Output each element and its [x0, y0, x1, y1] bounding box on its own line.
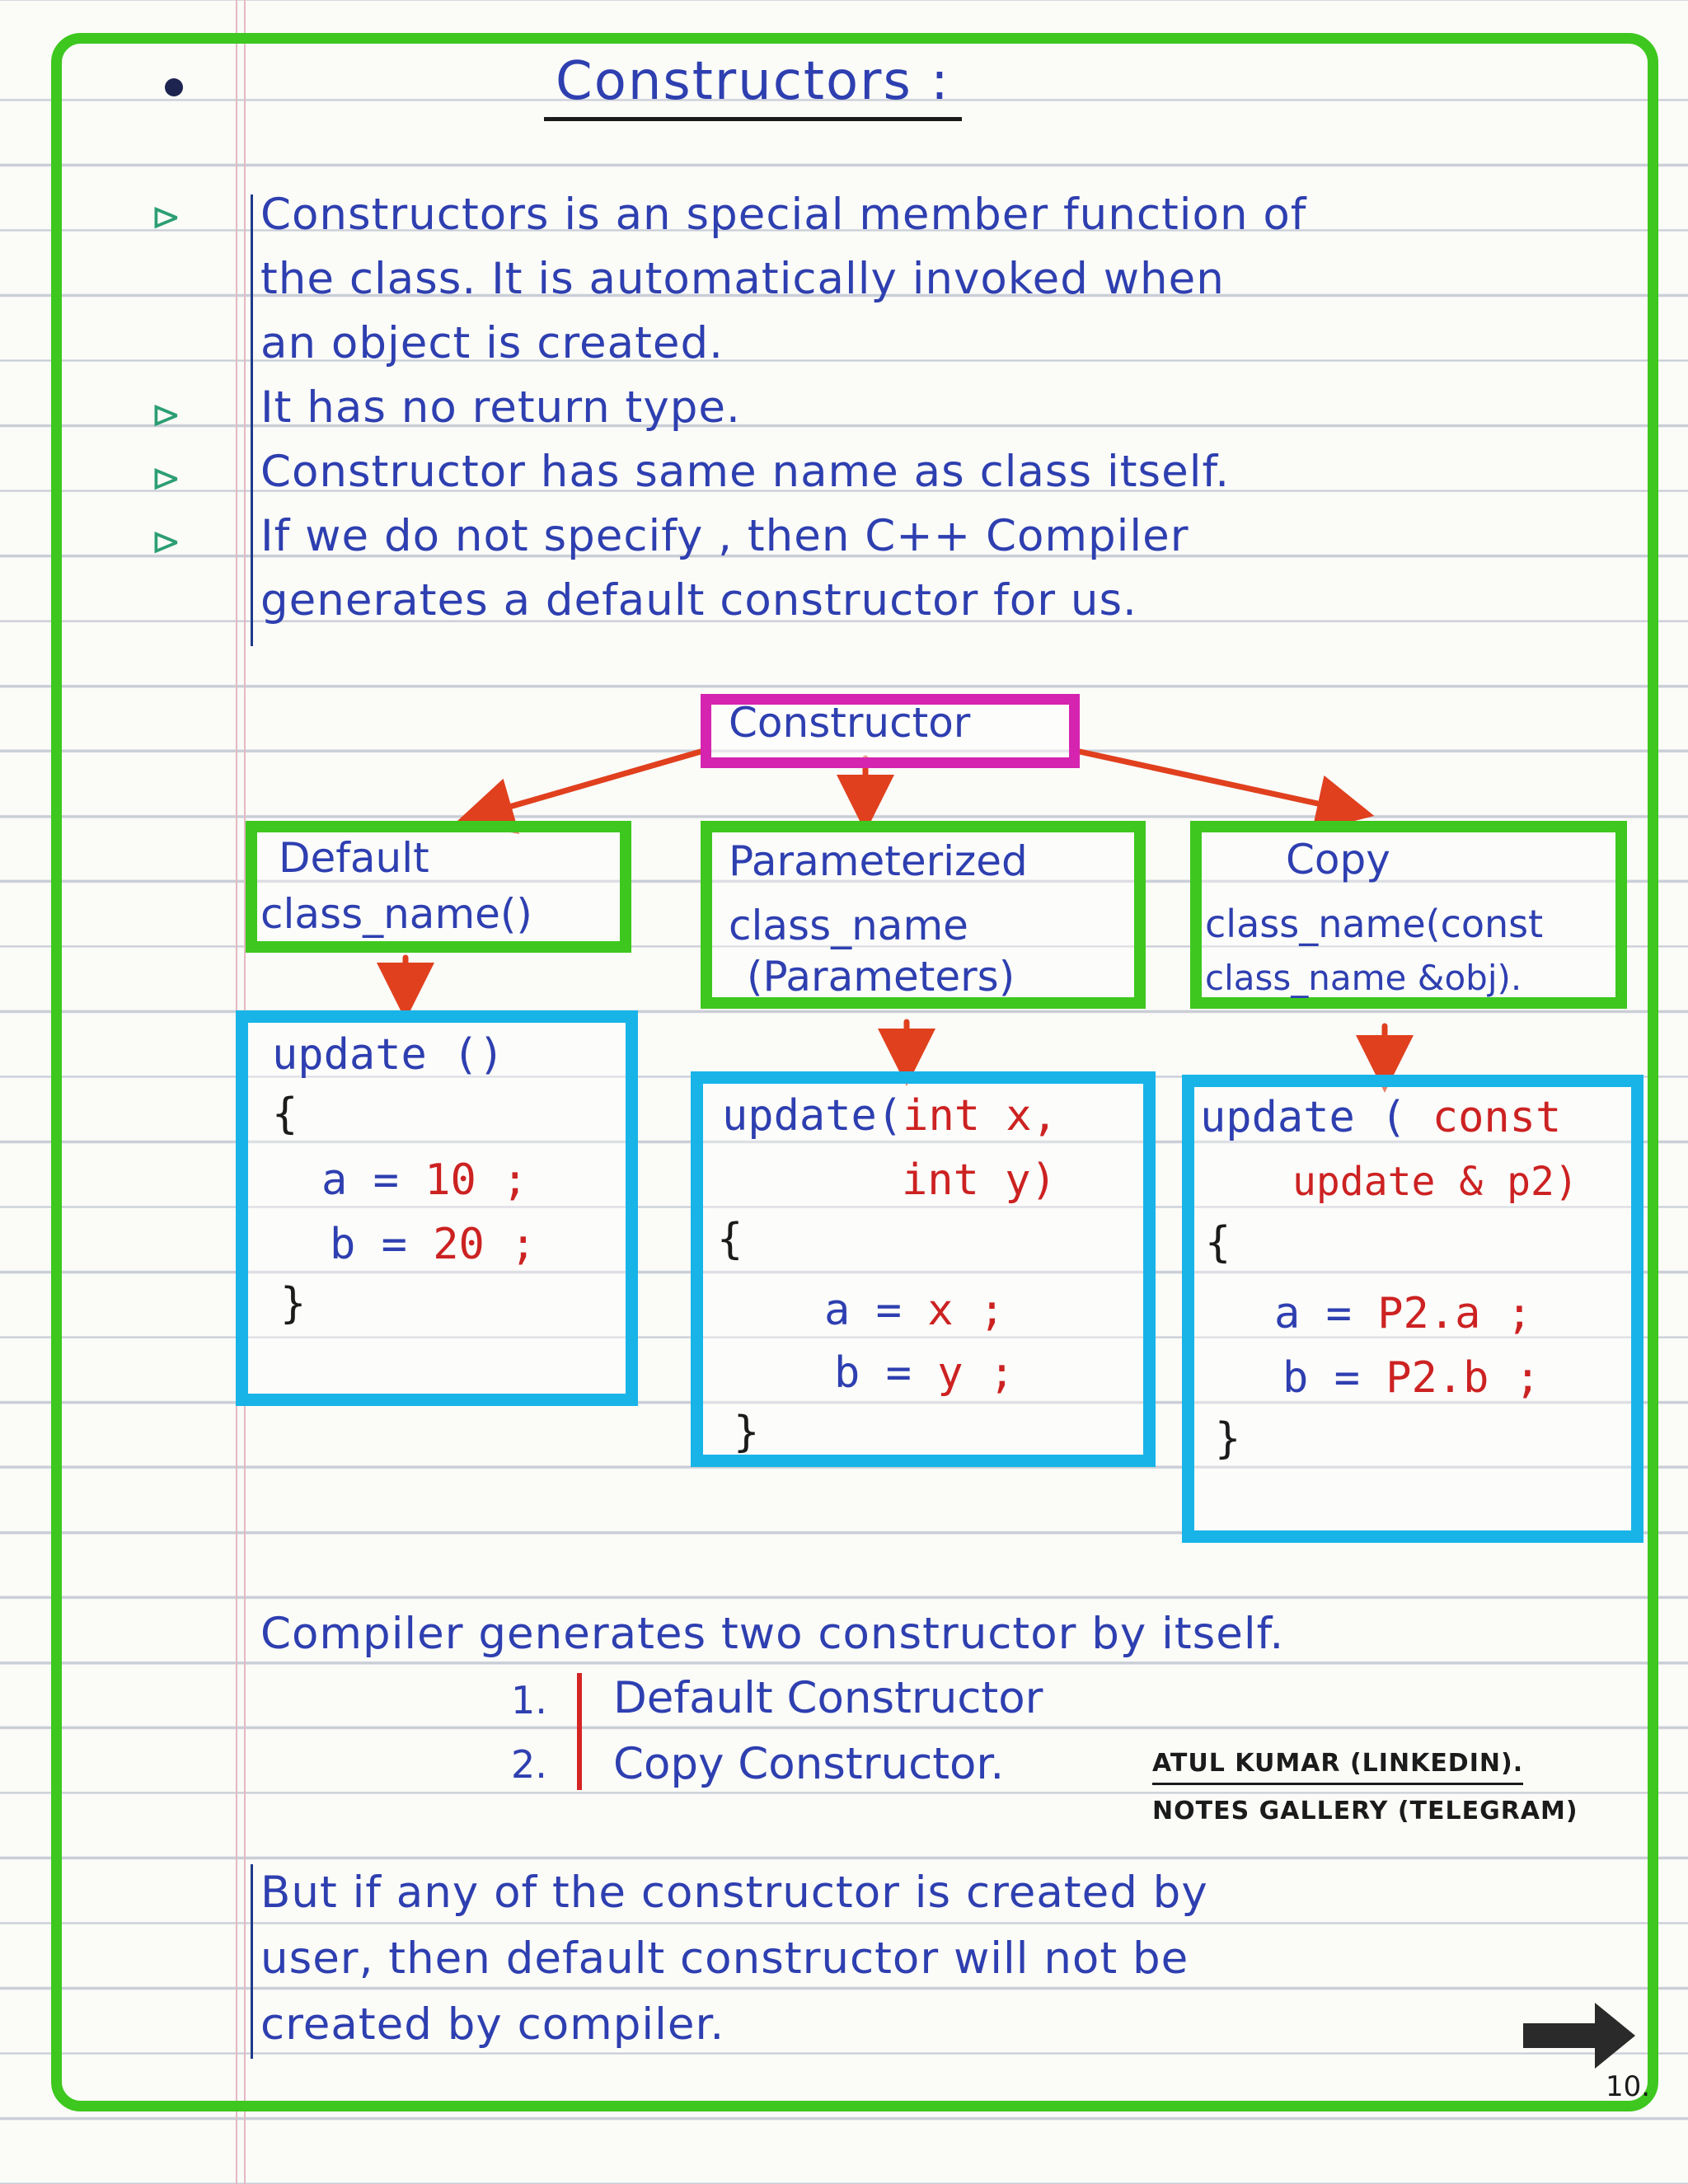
- copy-signature: class_name &obj).: [1205, 958, 1522, 998]
- bullet-arrow-icon: ⊳: [151, 394, 181, 436]
- parameterized-signature: (Parameters): [747, 953, 1015, 1001]
- root-label: Constructor: [729, 699, 971, 747]
- closing-line: created by compiler.: [260, 1999, 725, 2050]
- parameterized-title: Parameterized: [729, 837, 1028, 885]
- param-example-brace: {: [717, 1215, 743, 1264]
- default-signature: class_name(): [260, 890, 532, 938]
- intro-line: Constructors is an special member function of: [260, 190, 1307, 240]
- copy-example-brace: }: [1215, 1414, 1241, 1464]
- intro-line: It has no return type.: [260, 382, 741, 433]
- param-example-header: update(int x,: [722, 1091, 1057, 1141]
- default-example-brace: {: [272, 1090, 298, 1139]
- default-title: Default: [279, 834, 429, 882]
- intro-line: Constructor has same name as class itself.: [260, 447, 1231, 497]
- default-example-header: update (): [272, 1030, 504, 1080]
- copy-example-line: b = P2.b ;: [1282, 1353, 1541, 1403]
- compiler-note-heading: Compiler generates two constructor by itself.: [260, 1609, 1285, 1659]
- copy-example-brace: {: [1205, 1218, 1231, 1268]
- copy-title: Copy: [1286, 836, 1390, 883]
- compiler-item-text: Default Constructor: [613, 1673, 1043, 1723]
- compiler-item-text: Copy Constructor.: [613, 1739, 1005, 1789]
- param-example-line: a = x ;: [824, 1286, 1006, 1335]
- intro-line: an object is created.: [260, 318, 724, 368]
- bullet-arrow-icon: ⊳: [151, 457, 181, 499]
- default-example-brace: }: [280, 1279, 307, 1329]
- author-credit: NOTES GALLERY (TELEGRAM): [1152, 1797, 1578, 1825]
- intro-line: If we do not specify , then C++ Compiler: [260, 511, 1189, 561]
- page-number: 10.: [1606, 2070, 1651, 2103]
- parameterized-signature: class_name: [729, 902, 968, 949]
- param-example-brace: }: [734, 1408, 760, 1457]
- page-title: Constructors :: [544, 51, 962, 121]
- closing-line: user, then default constructor will not be: [260, 1933, 1189, 1984]
- param-example-line: b = y ;: [834, 1348, 1015, 1398]
- copy-example-header: update ( const: [1200, 1093, 1562, 1142]
- default-example-line: b = 20 ;: [330, 1220, 537, 1269]
- param-example-header: int y): [902, 1155, 1057, 1205]
- author-credit: ATUL KUMAR (LINKEDIN).: [1152, 1749, 1523, 1785]
- copy-signature: class_name(const: [1205, 902, 1544, 946]
- copy-example-line: a = P2.a ;: [1274, 1289, 1533, 1338]
- closing-line: But if any of the constructor is created by: [260, 1868, 1208, 1918]
- compiler-item-number: 2.: [511, 1742, 547, 1787]
- bullet-arrow-icon: ⊳: [151, 521, 181, 563]
- copy-example-header: update & p2): [1292, 1159, 1578, 1205]
- compiler-item-number: 1.: [511, 1678, 547, 1722]
- intro-line: generates a default constructor for us.: [260, 575, 1137, 626]
- intro-line: the class. It is automatically invoked when: [260, 254, 1225, 304]
- default-example-line: a = 10 ;: [321, 1155, 528, 1205]
- bullet-arrow-icon: ⊳: [151, 196, 181, 238]
